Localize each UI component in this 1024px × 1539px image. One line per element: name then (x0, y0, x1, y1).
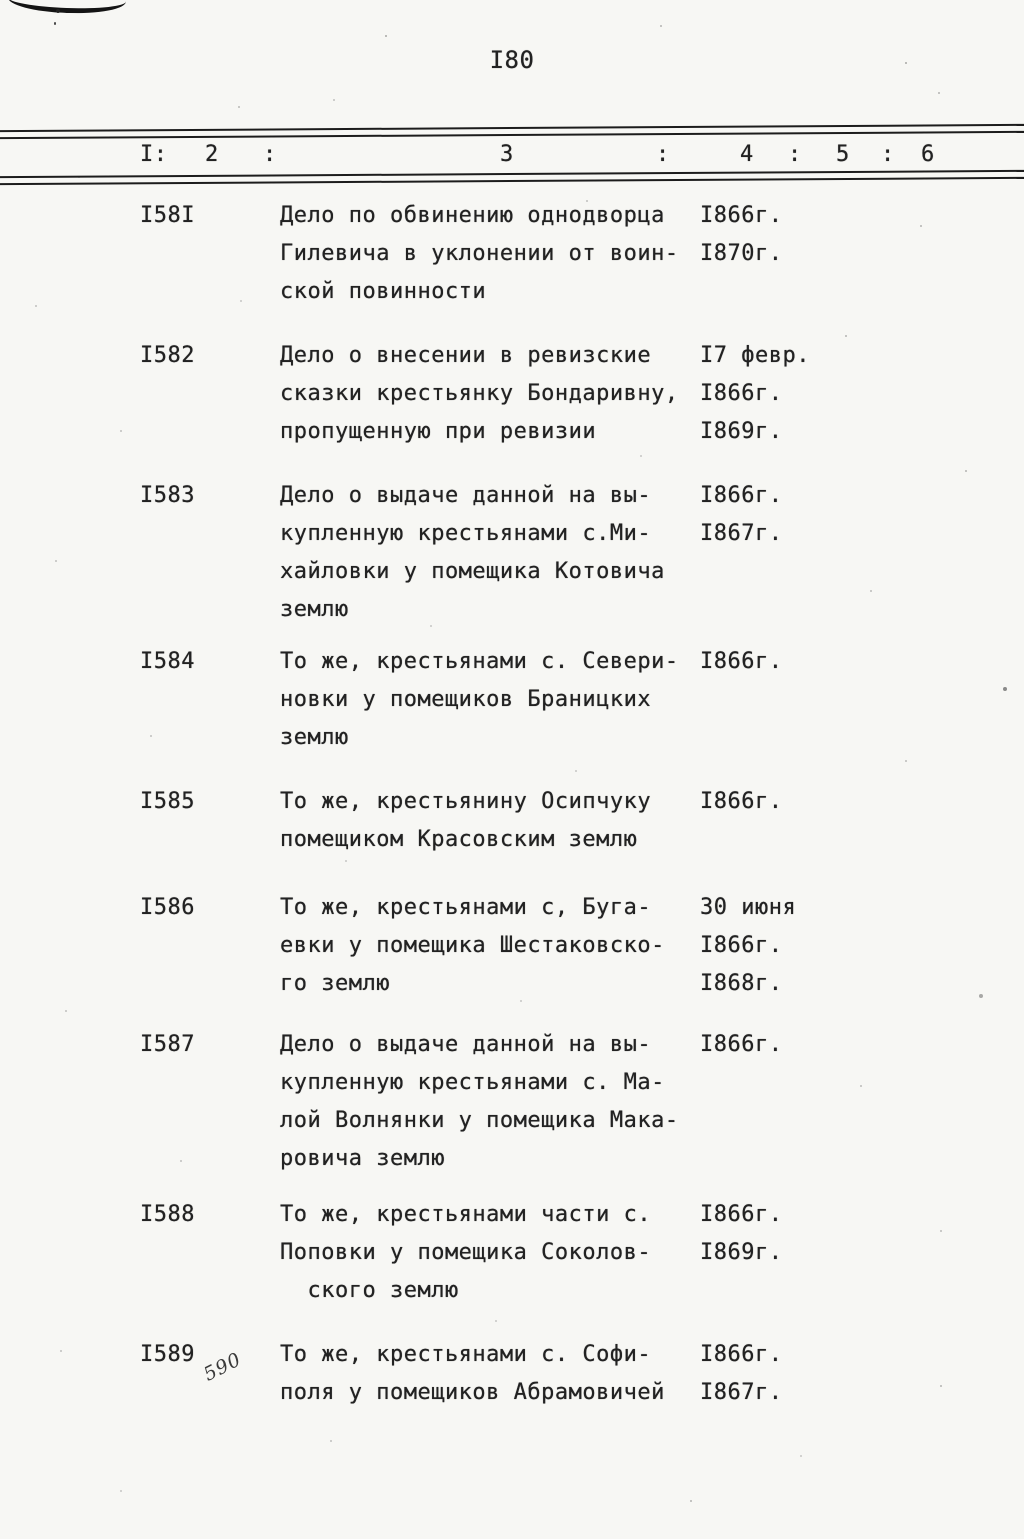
entry-description (280, 197, 710, 311)
entry-description-line: землю (280, 725, 349, 750)
entry-description-line: купленную крестьянами с. Ма- (280, 1070, 665, 1095)
entry-number: I588 (140, 1202, 195, 1227)
entry-number: I589 (140, 1342, 195, 1367)
entry-description-line: То же, крестьянами с. Софи- (280, 1342, 652, 1367)
entry-dates (700, 197, 880, 273)
entry-description-line: ской повинности (280, 279, 487, 304)
entry-description-line: купленную крестьянами с.Ми- (280, 521, 652, 546)
entry-date-line: I866г. (700, 203, 783, 228)
column-header-2: 2 (205, 142, 219, 167)
entry-dates (700, 477, 880, 553)
entry-description (280, 477, 710, 629)
entry-number: I58I (140, 203, 195, 228)
entry-number: I587 (140, 1032, 195, 1057)
entry-date-line: I866г. (700, 381, 783, 406)
entry-description (280, 889, 710, 1003)
entry-date-line: I869г. (700, 419, 783, 444)
entry-date-line: I869г. (700, 1240, 783, 1265)
entry-description (280, 1336, 710, 1412)
column-separator: : (788, 142, 802, 167)
entry-date-line: I866г. (700, 933, 783, 958)
column-separator: : (656, 142, 670, 167)
entry-description-line: помещиком Красовским землю (280, 827, 638, 852)
handwritten-note: 590 (200, 1348, 246, 1386)
entry-dates (700, 1026, 880, 1064)
entry-description-line: поля у помещиков Абрамовичей (280, 1380, 665, 1405)
entry-description (280, 1196, 710, 1310)
entry-date-line: I866г. (700, 649, 783, 674)
entry-date-line: I867г. (700, 1380, 783, 1405)
entry-date-line: I867г. (700, 521, 783, 546)
entry-description-line: Дело по обвинению однодворца (280, 203, 665, 228)
entry-dates (700, 783, 880, 821)
entry-description-line: хайловки у помещика Котовича (280, 559, 665, 584)
entry-date-line: 30 июня (700, 895, 797, 920)
entry-description-line: То же, крестьянами с, Буга- (280, 895, 652, 920)
column-header-6: 6 (921, 142, 935, 167)
entry-number: I584 (140, 649, 195, 674)
entry-description-line: Гилевича в уклонении от воин- (280, 241, 679, 266)
entry-description-line: Дело о выдаче данной на вы- (280, 1032, 652, 1057)
entry-dates (700, 1336, 880, 1412)
entry-description-line: Дело о выдаче данной на вы- (280, 483, 652, 508)
entry-description-line: ского землю (280, 1278, 459, 1303)
entry-description-line: Дело о внесении в ревизские (280, 343, 652, 368)
page-number: I80 (489, 46, 535, 74)
entry-date-line: I866г. (700, 1342, 783, 1367)
entry-date-line: I870г. (700, 241, 783, 266)
entry-description-line: лой Волнянки у помещика Мака- (280, 1108, 679, 1133)
entry-dates (700, 643, 880, 681)
entry-date-line: I866г. (700, 1032, 783, 1057)
entry-description-line: пропущенную при ревизии (280, 419, 597, 444)
entry-description (280, 337, 710, 451)
entry-dates (700, 1196, 880, 1272)
entry-description (280, 783, 710, 859)
entry-description-line: То же, крестьянами с. Севери- (280, 649, 679, 674)
entry-number: I582 (140, 343, 195, 368)
entry-description (280, 1026, 710, 1178)
entry-description (280, 643, 710, 757)
entry-dates (700, 889, 880, 1003)
column-header-4: 4 (740, 142, 754, 167)
entry-description-line: сказки крестьянку Бондаривну, (280, 381, 679, 406)
entry-description-line: То же, крестьянами части с. (280, 1202, 652, 1227)
entry-description-line: То же, крестьянину Осипчуку (280, 789, 652, 814)
entry-date-line: I866г. (700, 789, 783, 814)
entry-description-line: го землю (280, 971, 390, 996)
entry-description-line: землю (280, 597, 349, 622)
column-header-3: 3 (500, 142, 514, 167)
column-separator: : (263, 142, 277, 167)
entry-number: I585 (140, 789, 195, 814)
entry-date-line: I7 февр. (700, 343, 810, 368)
entry-date-line: I866г. (700, 483, 783, 508)
entry-date-line: I868г. (700, 971, 783, 996)
entry-date-line: I866г. (700, 1202, 783, 1227)
column-separator: : (881, 142, 895, 167)
entry-description-line: ровича землю (280, 1146, 445, 1171)
column-header-5: 5 (836, 142, 850, 167)
entry-number: I586 (140, 895, 195, 920)
entry-description-line: евки у помещика Шестаковско- (280, 933, 665, 958)
entry-dates (700, 337, 880, 451)
entry-description-line: Поповки у помещика Соколов- (280, 1240, 652, 1265)
column-header-1: I: (140, 142, 168, 167)
entry-description-line: новки у помещиков Браницких (280, 687, 652, 712)
entry-number: I583 (140, 483, 195, 508)
